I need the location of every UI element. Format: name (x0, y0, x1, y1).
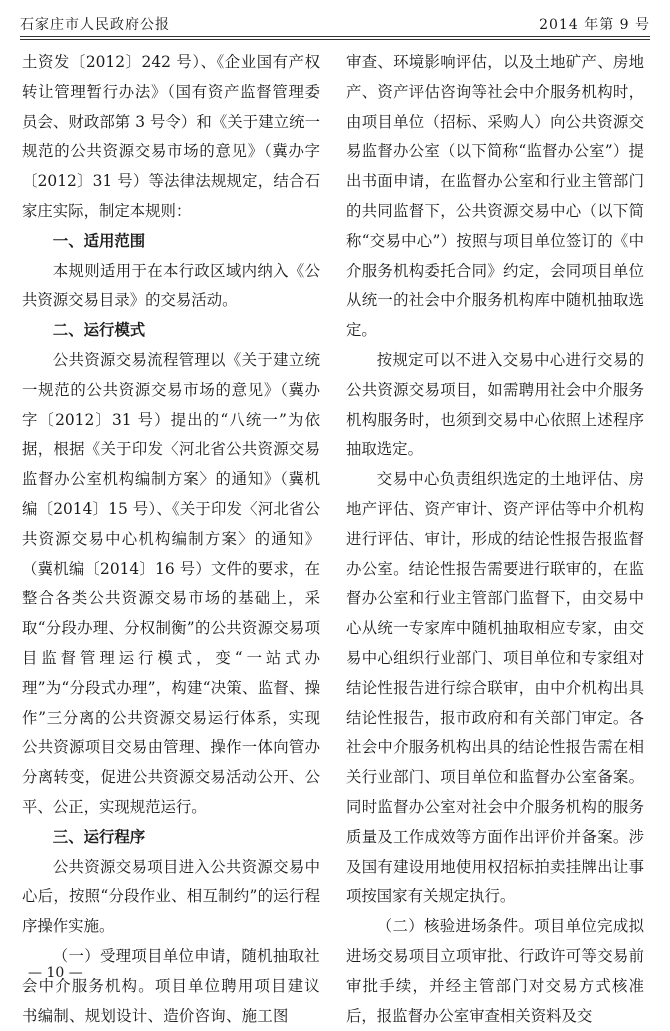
right-paragraph-1: 审查、环境影响评估，以及土地矿产、房地产、资产评估咨询等社会中介服务机构时，由项目单位（招标、采购人）向公共资源交易监督办公室（以下简称“监督办公室”）提出书面申请，在监督办公室和行业主管部门的共同监督下，公共资源交易中心（以下简称“交易中心”）按照与项目单位签订的《中介服务机构委托合同》约定，会同项目单位从统一的社会中介服务机构库中随机抽取选定。 (346, 53, 644, 340)
section-2-title: 二、运行模式 (52, 321, 146, 340)
journal-title: 石家庄市人民政府公报 (20, 17, 170, 33)
section-3-body: 公共资源交易项目进入公共资源交易中心后，按照“分段作业、相互制约”的运行程序操作实施。 (22, 857, 320, 936)
section-3-title: 三、运行程序 (52, 827, 146, 846)
header-rule (20, 36, 650, 40)
right-paragraph-4: （二）核验进场条件。项目单位完成拟进场交易项目立项审批、行政许可等交易前审批手续，并经主管部门对交易方式核准后，报监督办公室审查相关资料及交 (346, 917, 644, 1025)
right-paragraph-3: 交易中心负责组织选定的土地评估、房地产评估、资产审计、资产评估等中介机构进行评估、审计，形成的结论性报告报监督办公室。结论性报告需要进行联审的，在监督办公室和行业主管部门监督下，由交易中心从统一专家库中随机抽取相应专家，由交易中心组织行业部门、项目单位和专家组对结论性报告进行综合联审，由中介机构出具结论性报告，报市政府和有关部门审定。各社会中介服务机构出具的结论性报告需在相关行业部门、项目单位和监督办公室备案。同时监督办公室对社会中介服务机构的服务质量及工作成效等方面作出评价并备案。涉及国有建设用地使用权招标拍卖挂牌出让事项按国家有关规定执行。 (346, 470, 644, 906)
section-1-body: 本规则适用于在本行政区域内纳入《公共资源交易目录》的交易活动。 (22, 261, 320, 310)
section-1-title: 一、适用范围 (52, 231, 146, 250)
intro-paragraph: 土资发〔2012〕242 号）、《企业国有产权转让管理暂行办法》（国有资产监督管理委员会、财政部第 3 号令）和《关于建立统一规范的公共资源交易市场的意见》（冀办字〔2012〕31 号）等法律法规规定，结合石家庄实际，制定本规则： (22, 53, 320, 220)
issue-number: 2014 年第 9 号 (539, 17, 650, 33)
section-2-body: 公共资源交易流程管理以《关于建立统一规范的公共资源交易市场的意见》（冀办字〔2012〕31 号）提出的“八统一”为依据，根据《关于印发〈河北省公共资源交易监督办公室机构编制方案〉的通知》（冀机编〔2014〕15 号）、《关于印发〈河北省公共资源交易中心机构编制方案〉的通知》（冀机编〔2014〕16 号）文件的要求，在整合各类公共资源交易市场的基础上，采取“分段办理、分权制衡”的公共资源交易项目监督管理运行模式，变“一站式办理”为“分段式办理”，构建“决策、监督、操作”三分离的公共资源交易运行体系，实现公共资源项目交易由管理、操作一体向管办分离转变，促进公共资源交易活动公开、公平、公正，实现规范运行。 (22, 350, 320, 816)
left-column (22, 48, 320, 1031)
right-column (346, 48, 644, 1031)
right-paragraph-2: 按规定可以不进入交易中心进行交易的公共资源交易项目，如需聘用社会中介服务机构服务时，也须到交易中心依照上述程序抽取选定。 (346, 350, 644, 459)
subsection-1: （一）受理项目单位申请，随机抽取社会中介服务机构。项目单位聘用项目建议书编制、规划设计、造价咨询、施工图 (22, 946, 320, 1025)
page-header (20, 14, 650, 36)
page-number: — 10 — (28, 965, 83, 981)
